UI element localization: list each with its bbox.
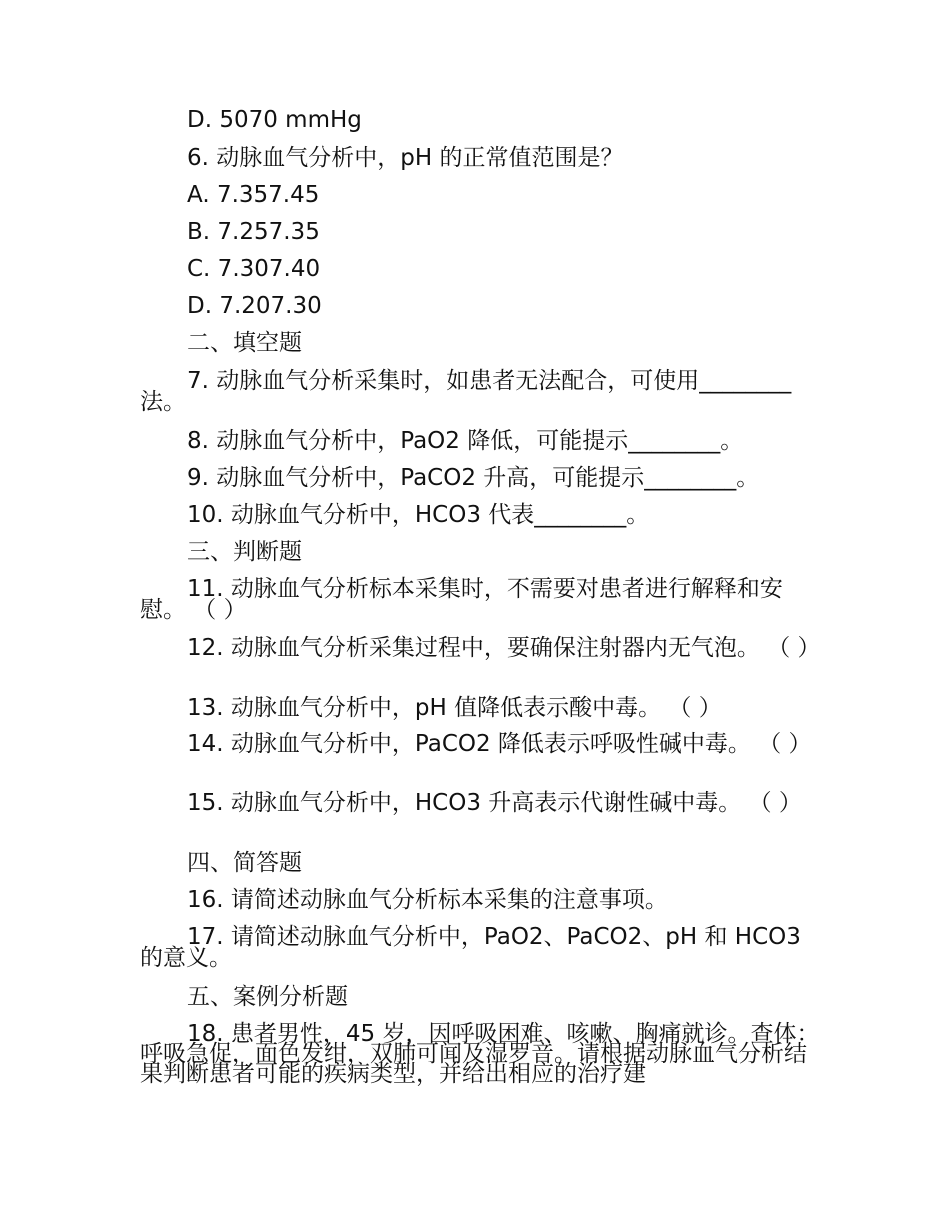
question-9: 9. 动脉血气分析中，PaCO2 升高，可能提示________。 [187, 465, 760, 491]
question-11: 11. 动脉血气分析标本采集时，不需要对患者进行解释和安慰。 （ ） [140, 576, 783, 623]
option-a-q6: A. 7.357.45 [187, 182, 320, 208]
question-15: 15. 动脉血气分析中，HCO3 升高表示代谢性碱中毒。 （ ） [187, 790, 802, 816]
option-c-q6: C. 7.307.40 [187, 256, 321, 282]
question-13: 13. 动脉血气分析中，pH 值降低表示酸中毒。 （ ） [187, 695, 722, 721]
question-14: 14. 动脉血气分析中，PaCO2 降低表示呼吸性碱中毒。 （ ） [187, 731, 812, 757]
option-d-q5: D. 5070 mmHg [187, 107, 362, 133]
question-18: 18. 患者男性，45 岁，因呼吸困难、咳嗽、胸痛就诊。查体：呼吸急促，面色发绀，双肺可闻及湿罗音。请根据动脉血气分析结果判断患者可能的疾病类型，并给出相应的治疗建 [140, 1021, 820, 1087]
question-7: 7. 动脉血气分析采集时，如患者无法配合，可使用________法。 [140, 368, 792, 415]
question-17: 17. 请简述动脉血气分析中，PaO2、PaCO2、pH 和 HCO3 的意义。 [140, 924, 801, 971]
question-8: 8. 动脉血气分析中，PaO2 降低，可能提示________。 [187, 428, 744, 454]
question-16: 16. 请简述动脉血气分析标本采集的注意事项。 [187, 887, 668, 913]
section-heading-true-false: 三、判断题 [187, 539, 302, 565]
question-10: 10. 动脉血气分析中，HCO3 代表________。 [187, 502, 650, 528]
question-12: 12. 动脉血气分析采集过程中，要确保注射器内无气泡。 （ ） [187, 635, 821, 661]
option-d-q6: D. 7.207.30 [187, 293, 322, 319]
section-heading-fill-in: 二、填空题 [187, 330, 302, 356]
section-heading-short-answer: 四、简答题 [187, 850, 302, 876]
section-heading-case-analysis: 五、案例分析题 [187, 984, 348, 1010]
question-6: 6. 动脉血气分析中，pH 的正常值范围是？ [187, 145, 624, 171]
option-b-q6: B. 7.257.35 [187, 219, 320, 245]
